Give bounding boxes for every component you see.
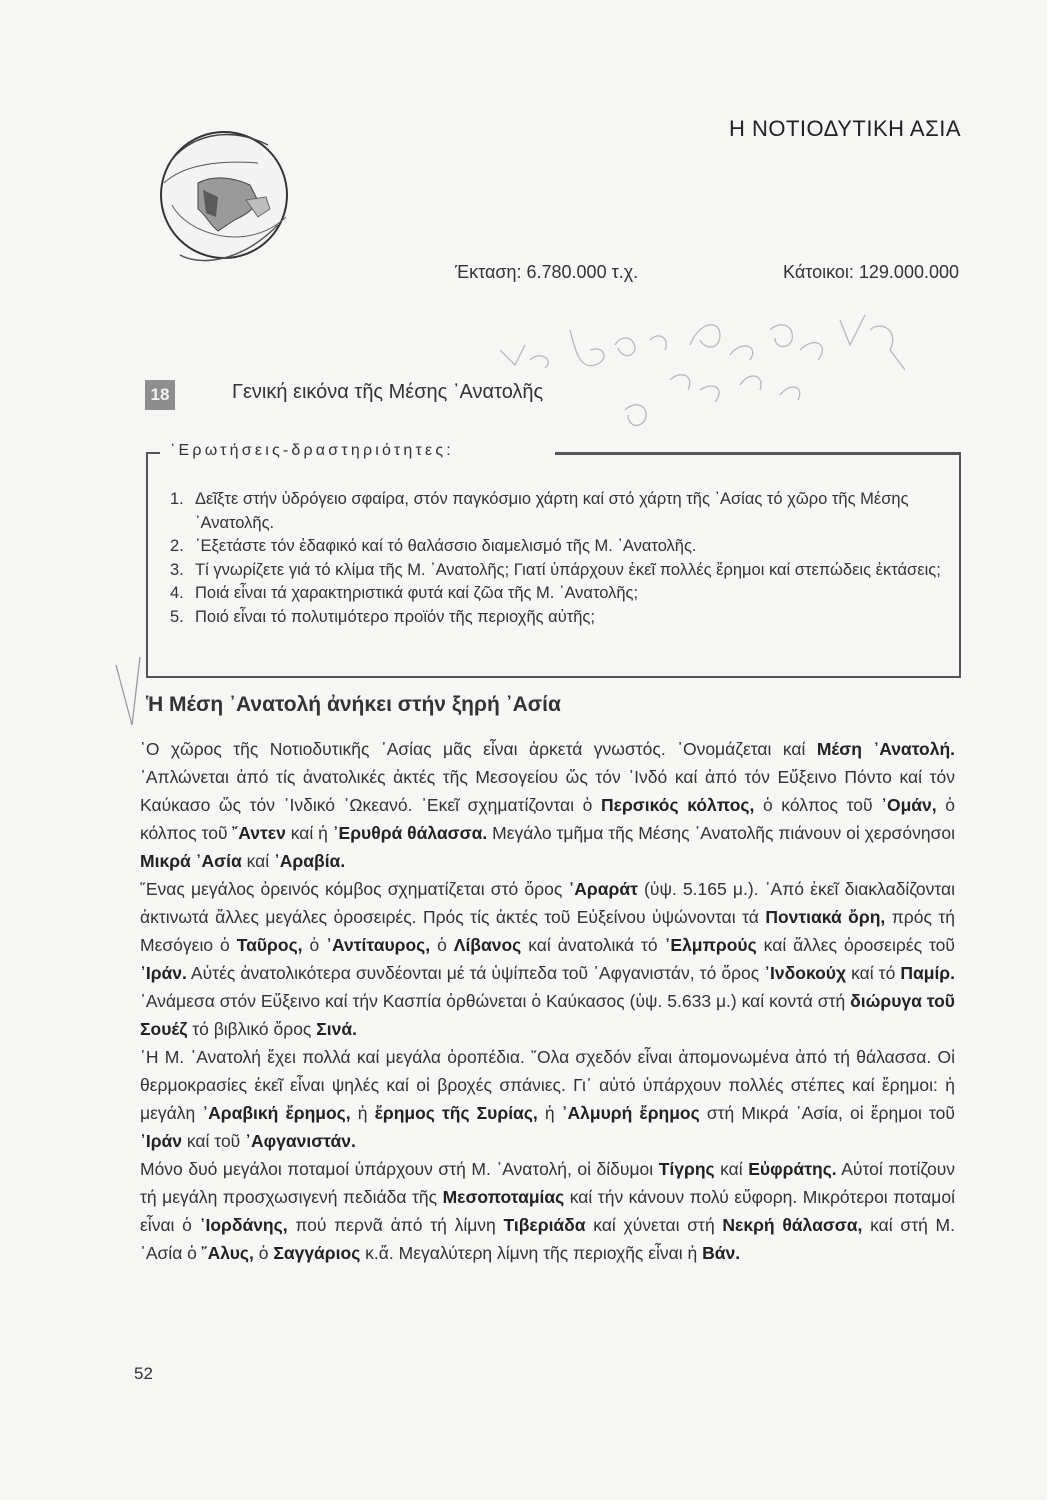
text-run: καί τήν κάνουν πολύ εὔφορη. Μικρότεροι ποταμοί εἶναι ὁ [140,1187,955,1235]
handwritten-check-mark [110,655,150,735]
bold-term: ᾿Αραβική ἔρημος, [202,1103,351,1123]
text-run: ὁ [302,935,327,955]
bold-term: ᾿Ομάν, [881,795,937,815]
text-run: Αὐτές ἀνατολικότερα συνδέονται μέ τά ὑψίπεδα τοῦ ᾿Αφγανιστάν, τό ὄρος [186,963,765,983]
question-number: 5. [170,607,184,626]
question-item [165,606,950,630]
page-number: 52 [134,1364,153,1383]
bold-term: ᾿Αφγανιστάν. [245,1131,356,1151]
population-stat: Κάτοικοι: 129.000.000 [783,262,959,282]
text-run: ὁ [253,1243,274,1263]
section-number: 18 [145,380,175,410]
text-run: καί [241,851,274,871]
bold-term: Μεσοποταμίας [442,1187,565,1207]
text-run: ῾Η Μ. ᾿Ανατολή ἔχει πολλά καί μεγάλα ὀροπέδια. ῞Ολα σχεδόν εἶναι ἀπομονωμένα ἀπό τή θάλασσα. Οἱ θερμοκρασίες ἐκεῖ εἶναι ψηλές καί οἱ βροχές σπάνιες. Γι᾿ αὐτό ὑπάρχουν πολλές στέπες καί ἔρημοι: ἡ μεγάλη [140,1047,955,1123]
bold-term: Παμίρ. [900,963,955,983]
question-text: Δεῖξτε στήν ὑδρόγειο σφαίρα, στόν παγκόσμιο χάρτη καί στό χάρτη τῆς ᾿Ασίας τό χῶρο τῆς Μέσης ᾿Ανατολῆς. [195,490,909,532]
questions-list [165,488,950,629]
bold-term: ᾿Ιορδάνης, [199,1215,288,1235]
question-text: Ποιά εἶναι τά χαρακτηριστικά φυτά καί ζῶα τῆς Μ. ᾿Ανατολῆς; [195,584,639,602]
text-run: Μεγάλο τμῆμα τῆς Μέσης ᾿Ανατολῆς πιάνουν οἱ χερσόνησοι [487,823,955,843]
bold-term: ᾿Αντίταυρος, [326,935,431,955]
text-run: ᾿Ανάμεσα στόν Εὔξεινο καί τήν Κασπία ὀρθώνεται ὁ Καύκασος (ὑψ. 5.633 μ.) καί κοντά στή [140,991,851,1011]
bold-term: Μικρά ᾿Ασία [140,851,242,871]
question-text: Ποιό εἶναι τό πολυτιμότερο προϊόν τῆς περιοχῆς αὐτῆς; [195,607,595,626]
bold-term: ᾿Αλμυρή ἔρημος [561,1103,700,1123]
text-run: ἡ [537,1103,562,1123]
bold-term: Νεκρή θάλασσα, [722,1215,863,1235]
bold-term: Περσικός κόλπος, [601,795,755,815]
text-run: καί [714,1159,749,1179]
question-text: Τί γνωρίζετε γιά τό κλίμα τῆς Μ. ᾿Ανατολῆς; Γιατί ὑπάρχουν ἐκεῖ πολλές ἔρημοι καί στεπώδεις ἐκτάσεις; [195,560,941,579]
text-run: καί στή Μ. ᾿Ασία ὁ [140,1215,955,1263]
bold-term: ῞Αλυς, [201,1243,254,1263]
questions-box-top-rule [555,452,961,455]
text-run: ῾Ο χῶρος τῆς Νοτιοδυτικῆς ᾿Ασίας μᾶς εἶναι ἀρκετά γνωστός. ᾿Ονομάζεται καί [140,739,817,759]
bold-term: Λίβανος [453,935,522,955]
question-item [165,582,950,606]
bold-term: Ποντιακά ὄρη, [765,907,886,927]
text-run: καί ἡ [285,823,333,843]
bold-term: διώρυγα τοῦ Σουέζ [140,991,955,1039]
text-run: Αὐτοί ποτίζουν τή μεγάλη προσχωσιγενή πεδιάδα τῆς [140,1159,956,1207]
section-title: Γενική εικόνα τῆς Μέσης ᾿Ανατολῆς [232,381,544,403]
subheading: Ἡ Μέση ᾿Ανατολή ἀνήκει στήν ξηρή ᾿Ασία [146,693,561,716]
text-run: καί χύνεται στή [585,1215,723,1235]
text-run: πού περνᾶ ἀπό τή λίμνη [287,1215,504,1235]
questions-heading: ᾿Ερωτήσεις-δραστηριότητες: [170,442,454,459]
text-run: στή Μικρά ᾿Ασία, οἱ ἔρημοι τοῦ [699,1103,955,1123]
question-number: 2. [170,537,184,555]
text-run: καί ἄλλες ὀροσειρές τοῦ [756,935,955,955]
questions-box-top-rule [146,452,160,454]
question-number: 4. [170,584,184,602]
bold-term: ᾿Ιράν. [140,963,187,983]
text-run: ῞Ενας μεγάλος ὀρεινός κόμβος σχηματίζεται στό ὄρος [140,879,569,899]
bold-term: Τίγρης [658,1159,715,1179]
question-item [165,535,950,559]
bold-term: Εὐφράτης. [748,1159,837,1179]
paragraph [140,1043,955,1155]
text-run: ᾿Απλώνεται ἀπό τίς ἀνατολικές ἀκτές τῆς Μεσογείου ὥς τόν ᾿Ινδό καί ἀπό τόν Εὔξεινο Πόντο καί τόν Καύκασο ὥς τόν ᾿Ινδικό ᾿Ωκεανό. ᾿Εκεῖ σχηματίζονται ὁ [140,767,955,815]
question-item [165,559,950,583]
question-number: 3. [170,560,184,579]
bold-term: ᾿Αραβία. [273,851,346,871]
handwritten-annotation [420,290,940,450]
bold-term: Μέση ᾿Ανατολή. [816,739,955,759]
bold-term: ᾿Ινδοκούχ [764,963,847,983]
bold-term: ᾿Αραράτ [568,879,638,899]
bold-term: Σαγγάριος [273,1243,361,1263]
text-run: (ὑψ. 5.165 μ.). ᾿Από ἐκεῖ διακλαδίζονται ἀκτινωτά ἄλλες μεγάλες ὀροσειρές. Πρός τίς ἀκτές τοῦ Εὐξείνου ὑψώνονται τά [140,879,956,927]
paragraph [140,1155,955,1267]
body-text [140,735,955,1267]
question-item [165,488,950,535]
text-run: καί τό [846,963,901,983]
chapter-title: Η ΝΟΤΙΟΔΥΤΙΚΗ ΑΣΙΑ [728,116,961,141]
bold-term: ᾿Ελμπρούς [664,935,757,955]
bold-term: ἔρημος τῆς Συρίας, [374,1103,538,1123]
text-run: ὁ [430,935,454,955]
text-run: ἡ [350,1103,375,1123]
text-run: ὁ κόλπος τοῦ [754,795,882,815]
text-run: καί τοῦ [182,1131,246,1151]
paragraph [140,735,955,875]
bold-term: ῎Αντεν [232,823,286,843]
text-run: τό βιβλικό ὄρος [187,1019,317,1039]
question-number: 1. [170,490,184,508]
bold-term: Σινά. [316,1019,357,1039]
bold-term: ᾿Ιράν [140,1131,183,1151]
bold-term: Βάν. [702,1243,741,1263]
paragraph [140,875,955,1043]
text-run: πρός τή Μεσόγειο ὁ [140,907,956,955]
area-stat: Έκταση: 6.780.000 τ.χ. [455,262,639,282]
bold-term: Τιβεριάδα [503,1215,586,1235]
text-run: καί ἀνατολικά τό [521,935,665,955]
text-run: Μόνο δυό μεγάλοι ποταμοί ὑπάρχουν στή Μ. ᾿Ανατολή, οἱ δίδυμοι [140,1159,659,1179]
bold-term: ᾿Ερυθρά θάλασσα. [332,823,488,843]
question-text: ᾿Εξετάστε τόν ἐδαφικό καί τό θαλάσσιο διαμελισμό τῆς Μ. ᾿Ανατολῆς. [195,537,697,555]
text-run: κ.ἄ. Μεγαλύτερη λίμνη τῆς περιοχῆς εἶναι ἡ [360,1243,703,1263]
text-run: ὁ κόλπος τοῦ [140,795,955,843]
bold-term: Ταῦρος, [236,935,303,955]
globe-icon [158,105,290,277]
